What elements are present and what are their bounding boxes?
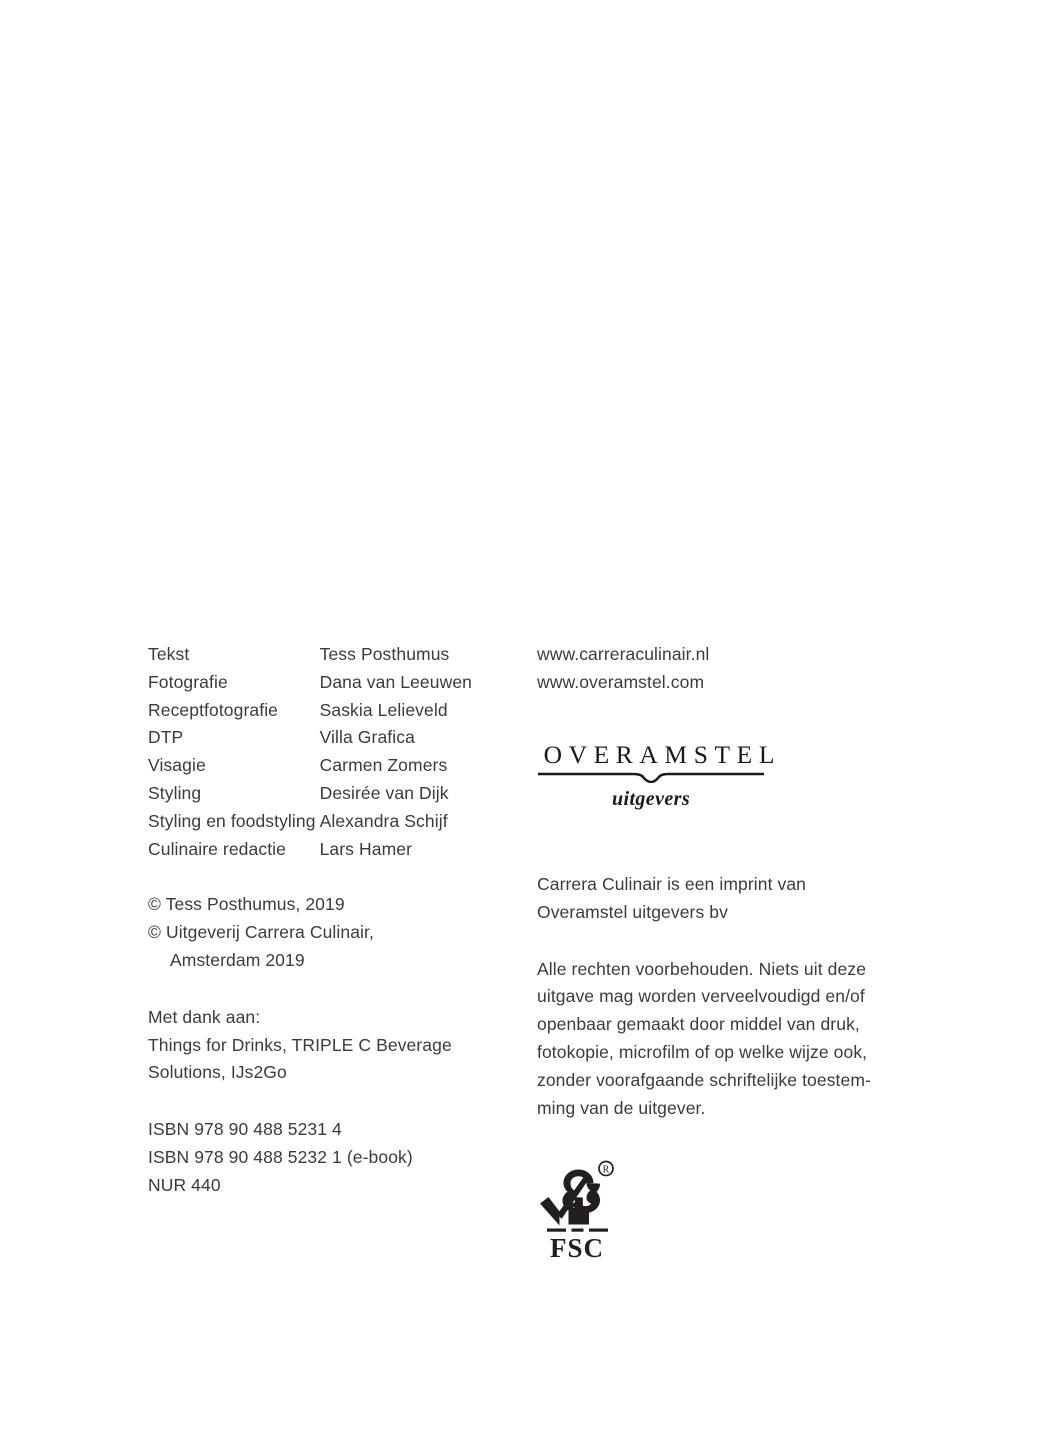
copyright-line-publisher: © Uitgeverij Carrera Culinair,	[148, 922, 374, 943]
fsc-logo-icon	[537, 1156, 617, 1264]
credit-role: Culinaire redactie	[148, 838, 286, 859]
credit-role: Tekst	[148, 644, 190, 664]
credit-name: Villa Grafica	[319, 727, 415, 748]
imprint-note	[537, 871, 887, 927]
credit-role: Visagie	[148, 755, 206, 776]
table-row	[148, 669, 472, 697]
fsc-label: FSC	[549, 1233, 605, 1264]
overamstel-wordmark: OVERAMSTEL	[543, 739, 782, 769]
credit-name: Carmen Zomers	[319, 755, 448, 776]
logo-rule-divider	[537, 771, 765, 783]
credit-role: Styling	[148, 782, 202, 803]
isbn-print: ISBN 978 90 488 5231 4	[148, 1119, 342, 1140]
website-carreraculinair[interactable]: www.carreraculinair.nl	[537, 644, 710, 664]
acknowledgements-heading: Met dank aan:	[148, 1006, 261, 1027]
copyright-line-city: Amsterdam 2019	[170, 949, 305, 970]
isbn-ebook: ISBN 978 90 488 5232 1 (e-book)	[148, 1146, 413, 1167]
credits-table	[148, 641, 472, 863]
copyright-line-author: © Tess Posthumus, 2019	[148, 894, 345, 915]
rights-notice-line-4: fotokopie, microfilm of op welke wijze ook,	[537, 1042, 868, 1063]
overamstel-logo	[537, 739, 782, 811]
website-list	[537, 641, 887, 697]
credit-name: Saskia Lelieveld	[319, 699, 448, 720]
website-overamstel[interactable]: www.overamstel.com	[537, 671, 705, 692]
rights-notice-line-1: Alle rechten voorbehouden. Niets uit deze	[537, 958, 867, 979]
left-column	[148, 641, 498, 1200]
table-row	[148, 724, 472, 752]
rights-notice	[537, 956, 887, 1123]
copyright-block	[148, 891, 498, 974]
right-column	[537, 641, 887, 1269]
credit-role: Receptfotografie	[148, 699, 279, 720]
credit-name: Tess Posthumus	[319, 644, 450, 664]
table-row	[148, 752, 472, 780]
rights-notice-line-6: ming van de uitgever.	[537, 1097, 706, 1118]
imprint-note-line-1: Carrera Culinair is een imprint van	[537, 874, 807, 895]
table-row	[148, 836, 472, 864]
rights-notice-line-5: zonder voorafgaande schriftelijke toestem-	[537, 1069, 871, 1090]
rights-notice-line-3: openbaar gemaakt door middel van druk,	[537, 1014, 860, 1035]
credit-role: Styling en foodstyling	[148, 810, 316, 831]
registered-mark-icon	[599, 1162, 613, 1176]
table-row	[148, 808, 472, 836]
credit-role: DTP	[148, 727, 184, 748]
credit-name: Dana van Leeuwen	[319, 671, 473, 692]
identifiers-block	[148, 1116, 498, 1199]
rights-notice-line-2: uitgave mag worden verveelvoudigd en/of	[537, 986, 865, 1007]
credit-name: Alexandra Schijf	[319, 810, 448, 831]
credit-name: Lars Hamer	[319, 838, 413, 859]
credit-name: Desirée van Dijk	[319, 782, 449, 803]
acknowledgements-line-2: Solutions, IJs2Go	[148, 1062, 287, 1083]
table-row	[148, 641, 472, 669]
nur-code: NUR 440	[148, 1174, 221, 1195]
table-row	[148, 697, 472, 725]
acknowledgements-line-1: Things for Drinks, TRIPLE C Beverage	[148, 1034, 452, 1055]
acknowledgements-block	[148, 1004, 498, 1087]
credit-role: Fotografie	[148, 671, 228, 692]
svg-text:R: R	[602, 1164, 610, 1176]
imprint-note-line-2: Overamstel uitgevers bv	[537, 901, 728, 922]
overamstel-subtitle: uitgevers	[611, 788, 691, 811]
table-row	[148, 780, 472, 808]
